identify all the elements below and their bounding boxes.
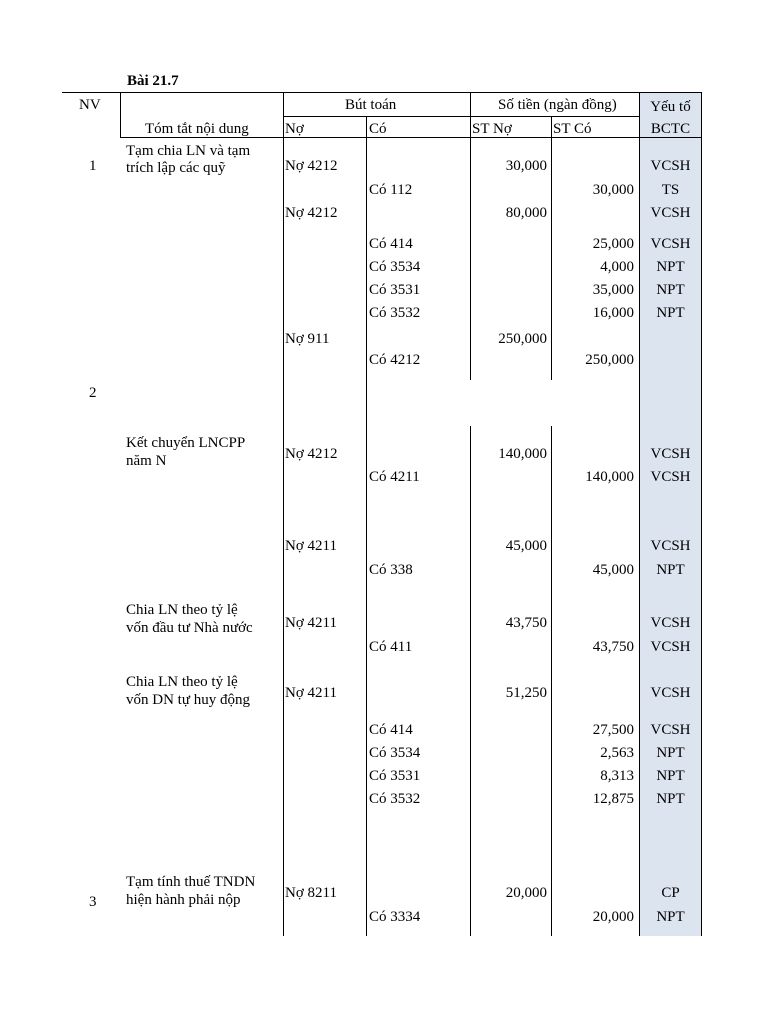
credit-account: Có 3531 bbox=[369, 768, 421, 784]
bctc-element: NPT bbox=[656, 791, 685, 807]
header-debit: Nợ bbox=[285, 121, 304, 137]
description-line: Tạm chia LN và tạm bbox=[126, 143, 251, 159]
debit-amount: 250,000 bbox=[498, 331, 547, 347]
credit-amount: 140,000 bbox=[585, 469, 634, 485]
debit-account: Nợ 4212 bbox=[285, 446, 338, 462]
debit-amount: 80,000 bbox=[505, 205, 547, 221]
nv-number: 2 bbox=[89, 385, 97, 401]
credit-amount: 16,000 bbox=[592, 305, 634, 321]
credit-account: Có 3531 bbox=[369, 282, 421, 298]
bctc-element: VCSH bbox=[650, 615, 691, 631]
debit-amount: 140,000 bbox=[498, 446, 547, 462]
bctc-element: NPT bbox=[656, 282, 685, 298]
bctc-element: VCSH bbox=[650, 469, 691, 485]
nv-number: 1 bbox=[89, 158, 97, 174]
credit-amount: 45,000 bbox=[592, 562, 634, 578]
description-line: trích lập các quỹ bbox=[126, 160, 226, 176]
credit-account: Có 338 bbox=[369, 562, 413, 578]
debit-amount: 45,000 bbox=[505, 538, 547, 554]
credit-account: Có 411 bbox=[369, 639, 413, 655]
credit-amount: 2,563 bbox=[600, 745, 634, 761]
credit-amount: 30,000 bbox=[592, 182, 634, 198]
header-element-line1: Yếu tố bbox=[650, 99, 691, 115]
bctc-element: VCSH bbox=[650, 446, 691, 462]
credit-amount: 8,313 bbox=[600, 768, 634, 784]
bctc-element: VCSH bbox=[650, 639, 691, 655]
debit-account: Nợ 911 bbox=[285, 331, 330, 347]
header-nv: NV bbox=[79, 97, 101, 113]
header-amount: Số tiền (ngàn đồng) bbox=[498, 97, 617, 113]
credit-amount: 27,500 bbox=[592, 722, 634, 738]
description-line: Tạm tính thuế TNDN bbox=[126, 874, 256, 890]
exercise-title: Bài 21.7 bbox=[127, 73, 179, 89]
header-summary: Tóm tắt nội dung bbox=[145, 121, 249, 137]
debit-amount: 20,000 bbox=[505, 885, 547, 901]
credit-account: Có 3532 bbox=[369, 305, 421, 321]
bctc-element: CP bbox=[661, 885, 680, 901]
bctc-element: NPT bbox=[656, 745, 685, 761]
credit-account: Có 3534 bbox=[369, 745, 421, 761]
col-border-stno-2 bbox=[551, 426, 552, 936]
header-top-border bbox=[62, 92, 702, 93]
credit-amount: 250,000 bbox=[585, 352, 634, 368]
header-journal-entry: Bút toán bbox=[345, 97, 397, 113]
debit-account: Nợ 4211 bbox=[285, 685, 337, 701]
description-line: năm N bbox=[126, 453, 167, 469]
debit-account: Nợ 4211 bbox=[285, 538, 337, 554]
credit-amount: 4,000 bbox=[600, 259, 634, 275]
credit-account: Có 112 bbox=[369, 182, 413, 198]
credit-account: Có 414 bbox=[369, 236, 413, 252]
credit-account: Có 3534 bbox=[369, 259, 421, 275]
credit-account: Có 3334 bbox=[369, 909, 421, 925]
debit-amount: 51,250 bbox=[505, 685, 547, 701]
debit-account: Nợ 8211 bbox=[285, 885, 337, 901]
bctc-element: TS bbox=[661, 182, 680, 198]
bctc-element: NPT bbox=[656, 305, 685, 321]
credit-amount: 20,000 bbox=[592, 909, 634, 925]
bctc-element: NPT bbox=[656, 259, 685, 275]
credit-account: Có 4212 bbox=[369, 352, 421, 368]
credit-account: Có 414 bbox=[369, 722, 413, 738]
bctc-element: NPT bbox=[656, 909, 685, 925]
col-border-co-2 bbox=[470, 426, 471, 936]
credit-account: Có 4211 bbox=[369, 469, 420, 485]
credit-amount: 25,000 bbox=[592, 236, 634, 252]
debit-amount: 43,750 bbox=[505, 615, 547, 631]
header-credit: Có bbox=[369, 121, 387, 137]
nv-number: 3 bbox=[89, 894, 97, 910]
debit-amount: 30,000 bbox=[505, 158, 547, 174]
description-line: vốn DN tự huy động bbox=[126, 692, 250, 708]
description-line: Chia LN theo tỷ lệ bbox=[126, 602, 238, 618]
debit-account: Nợ 4212 bbox=[285, 205, 338, 221]
bctc-element: NPT bbox=[656, 768, 685, 784]
description-line: Chia LN theo tỷ lệ bbox=[126, 674, 238, 690]
credit-amount: 43,750 bbox=[592, 639, 634, 655]
credit-amount: 12,875 bbox=[592, 791, 634, 807]
header-mid-border bbox=[283, 116, 640, 117]
description-line: Kết chuyển LNCPP bbox=[126, 435, 246, 451]
bctc-element: VCSH bbox=[650, 685, 691, 701]
col-border-desc bbox=[283, 92, 284, 936]
header-debit-amount: ST Nợ bbox=[472, 121, 512, 137]
debit-account: Nợ 4212 bbox=[285, 158, 338, 174]
col-border-nv bbox=[120, 92, 121, 138]
bctc-element: NPT bbox=[656, 562, 685, 578]
debit-account: Nợ 4211 bbox=[285, 615, 337, 631]
bctc-element: VCSH bbox=[650, 158, 691, 174]
header-credit-amount: ST Có bbox=[553, 121, 592, 137]
description-line: vốn đầu tư Nhà nước bbox=[126, 620, 253, 636]
col-border-no bbox=[366, 116, 367, 936]
header-element-line2: BCTC bbox=[650, 121, 691, 137]
bctc-element: VCSH bbox=[650, 722, 691, 738]
description-line: hiện hành phải nộp bbox=[126, 892, 241, 908]
col-border-right bbox=[701, 92, 702, 936]
header-bottom-border bbox=[120, 137, 702, 138]
bctc-element: VCSH bbox=[650, 236, 691, 252]
bctc-element: VCSH bbox=[650, 538, 691, 554]
bctc-element: VCSH bbox=[650, 205, 691, 221]
credit-account: Có 3532 bbox=[369, 791, 421, 807]
credit-amount: 35,000 bbox=[592, 282, 634, 298]
